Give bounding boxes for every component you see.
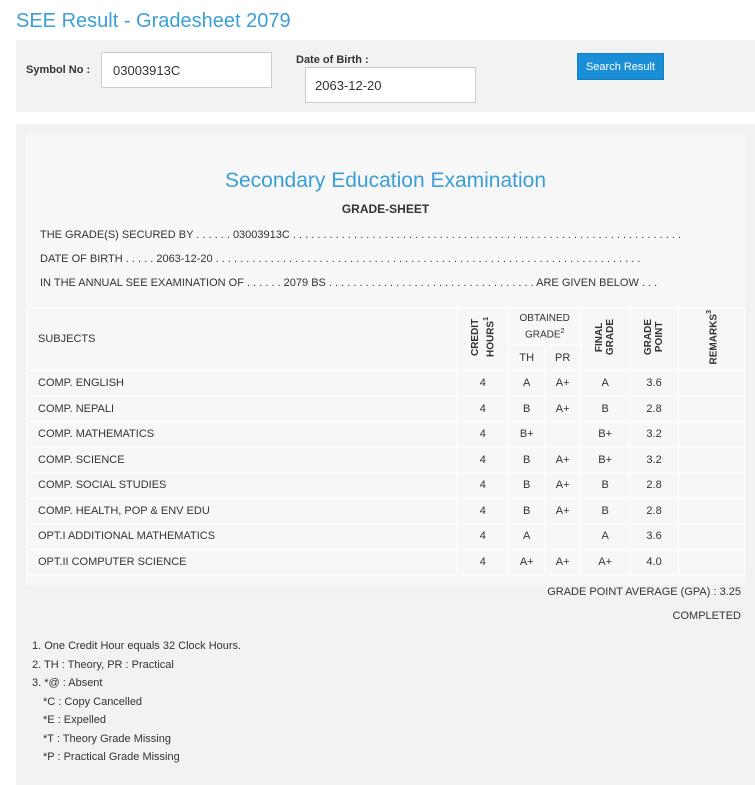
remarks-cell	[679, 473, 745, 499]
remarks-cell	[679, 549, 745, 575]
table-row	[27, 549, 745, 575]
header-obtained-grade: OBTAINED GRADE$^2$	[509, 308, 581, 346]
footnote-item: *C : Copy Cancelled	[43, 695, 143, 708]
subject-cell: COMP. SCIENCE	[27, 447, 457, 473]
search-panel	[16, 40, 755, 112]
header-final-grade: FINAL GRADE	[581, 308, 630, 371]
dob-input[interactable]	[305, 67, 476, 103]
grade-point-cell: 2.8	[630, 473, 679, 499]
subject-cell: OPT.I ADDITIONAL MATHEMATICS	[27, 524, 457, 550]
header-credit-hours: CREDIT HOURS$^1$	[457, 308, 509, 371]
pr-cell	[545, 524, 581, 550]
credit-cell: 4	[457, 549, 509, 575]
footnote-item: 3. *@ : Absent	[32, 677, 103, 689]
table-row	[27, 396, 745, 422]
remarks-cell	[679, 447, 745, 473]
subject-cell: COMP. NEPALI	[27, 396, 457, 422]
exam-title: Secondary Education Examination	[224, 169, 547, 192]
final-grade-cell: A	[581, 524, 630, 550]
result-status: COMPLETED	[672, 610, 741, 622]
credit-cell: 4	[457, 498, 509, 524]
header-remarks: REMARKS$^3$	[679, 308, 745, 371]
gradesheet-heading: GRADE-SHEET	[341, 202, 430, 216]
subject-cell: COMP. ENGLISH	[27, 371, 457, 397]
grade-point-cell: 3.6	[630, 524, 679, 550]
table-row	[27, 473, 745, 499]
header-grade-point: GRADE POINT	[630, 308, 679, 371]
footnote-item: *E : Expelled	[43, 714, 106, 726]
gradesheet-panel	[16, 124, 755, 785]
final-grade-cell: B	[581, 396, 630, 422]
remarks-cell	[679, 396, 745, 422]
subject-cell: COMP. SOCIAL STUDIES	[27, 473, 457, 499]
th-cell: B	[509, 498, 545, 524]
remarks-cell	[679, 371, 745, 397]
pr-cell: A+	[545, 473, 581, 499]
gradesheet-card	[26, 134, 745, 585]
header-pr: PR	[545, 346, 581, 371]
pr-cell: A+	[545, 498, 581, 524]
footnote-item: *P : Practical Grade Missing	[43, 751, 180, 763]
footnotes	[32, 637, 241, 767]
page-title: SEE Result - Gradesheet 2079	[16, 10, 291, 32]
credit-cell: 4	[457, 422, 509, 448]
search-result-button[interactable]: Search Result	[577, 53, 664, 80]
grade-point-cell: 4.0	[630, 549, 679, 575]
grade-point-cell: 3.2	[630, 447, 679, 473]
remarks-cell	[679, 422, 745, 448]
symbol-input[interactable]	[101, 52, 272, 88]
pr-cell: A+	[545, 371, 581, 397]
pr-cell	[545, 422, 581, 448]
final-grade-cell: B+	[581, 422, 630, 448]
table-row	[27, 447, 745, 473]
header-th: TH	[509, 346, 545, 371]
pr-cell: A+	[545, 447, 581, 473]
header-subjects: SUBJECTS	[27, 308, 457, 371]
th-cell: B	[509, 473, 545, 499]
th-cell: A+	[509, 549, 545, 575]
subject-cell: OPT.II COMPUTER SCIENCE	[27, 549, 457, 575]
final-grade-cell: B+	[581, 447, 630, 473]
th-cell: A	[509, 524, 545, 550]
footnote-item: 2. TH : Theory, PR : Practical	[32, 658, 174, 671]
footnote-item: *T : Theory Grade Missing	[43, 732, 171, 745]
grade-point-cell: 3.2	[630, 422, 679, 448]
pr-cell: A+	[545, 549, 581, 575]
table-row	[27, 498, 745, 524]
th-cell: B	[509, 396, 545, 422]
grade-point-cell: 3.6	[630, 371, 679, 397]
remarks-cell	[679, 498, 745, 524]
final-grade-cell: B	[581, 473, 630, 499]
pr-cell: A+	[545, 396, 581, 422]
footnote-item: 1. One Credit Hour equals 32 Clock Hours.	[32, 640, 242, 652]
subject-cell: COMP. MATHEMATICS	[27, 422, 457, 448]
table-row	[27, 524, 745, 550]
subject-cell: COMP. HEALTH, POP & ENV EDU	[27, 498, 457, 524]
symbol-label: Symbol No :	[26, 64, 91, 76]
exam-year-line: IN THE ANNUAL SEE EXAMINATION OF . . . . . . 2079 BS . . . . . . . . . . . . . . . . . . . . . . . . . . . . . . . . . . ARE GIVEN BELOW . . .	[40, 277, 658, 289]
dob-label: Date of Birth :	[296, 54, 369, 66]
gpa-summary: GRADE POINT AVERAGE (GPA) : 3.25	[547, 586, 741, 598]
final-grade-cell: A	[581, 371, 630, 397]
table-row	[27, 422, 745, 448]
table-row	[27, 371, 745, 397]
grade-point-cell: 2.8	[630, 396, 679, 422]
grade-point-cell: 2.8	[630, 498, 679, 524]
credit-cell: 4	[457, 447, 509, 473]
credit-cell: 4	[457, 473, 509, 499]
th-cell: B+	[509, 422, 545, 448]
grades-secured-line: THE GRADE(S) SECURED BY . . . . . . 03003913C . . . . . . . . . . . . . . . . . . . . . . . . . . . . . . . . . . . . . . . . . . . . . . . . . . . . . . . . . . . . . . . .	[40, 229, 682, 241]
final-grade-cell: A+	[581, 549, 630, 575]
grades-table	[26, 307, 745, 575]
credit-cell: 4	[457, 396, 509, 422]
th-cell: A	[509, 371, 545, 397]
credit-cell: 4	[457, 371, 509, 397]
remarks-cell	[679, 524, 745, 550]
credit-cell: 4	[457, 524, 509, 550]
date-of-birth-line: DATE OF BIRTH . . . . . 2063-12-20 . . . . . . . . . . . . . . . . . . . . . . . . . . . . . . . . . . . . . . . . . . . . . . . . . . . . . . . . . . . . . . . . . . . . . .	[40, 253, 641, 265]
th-cell: B	[509, 447, 545, 473]
final-grade-cell: B	[581, 498, 630, 524]
